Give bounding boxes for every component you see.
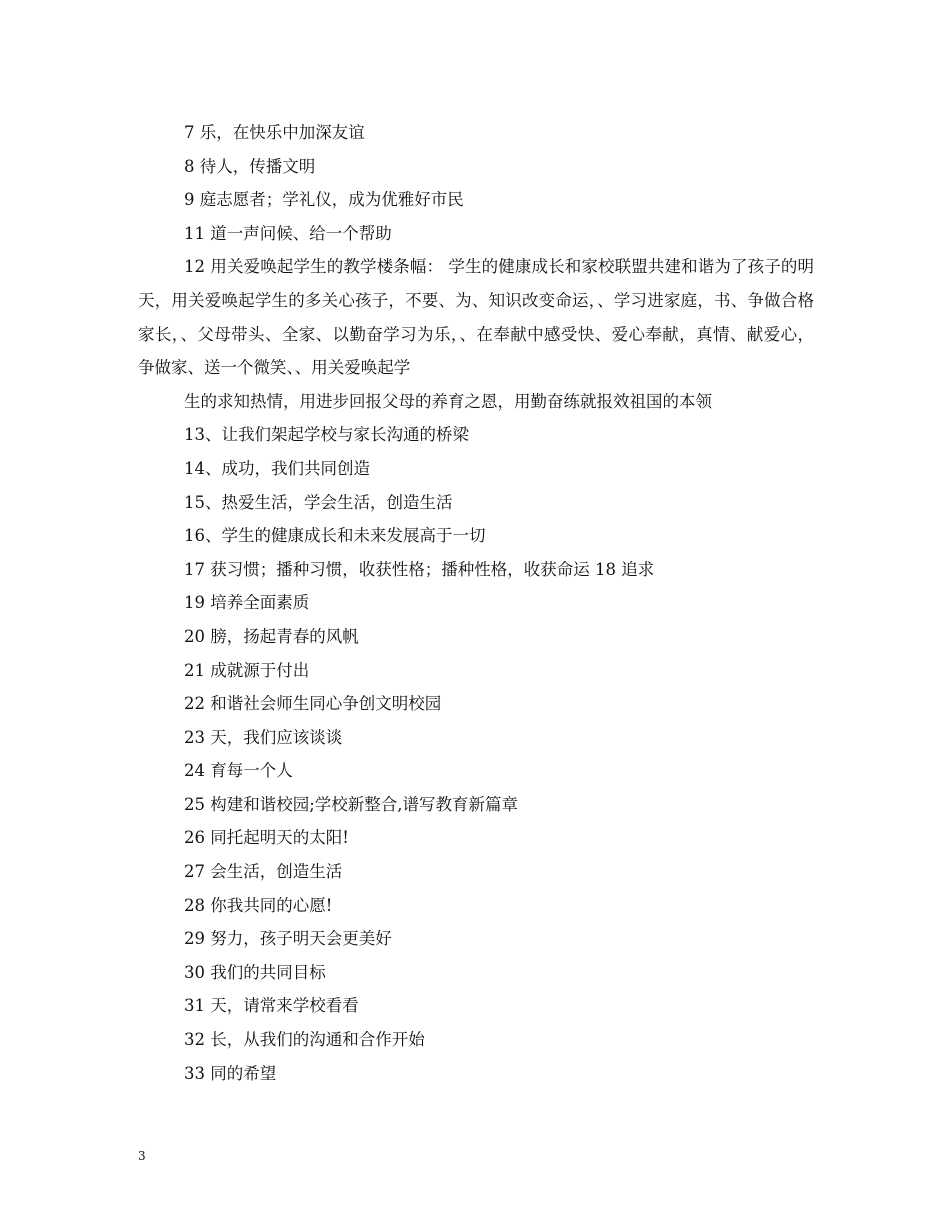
text-line: 7 乐，在快乐中加深友谊 xyxy=(184,123,365,142)
text-line: 20 膀，扬起青春的风帆 xyxy=(184,626,359,646)
text-line: 30 我们的共同目标 xyxy=(184,962,326,982)
text-line: 13、让我们架起学校与家长沟通的桥梁 xyxy=(184,425,469,445)
document-body xyxy=(138,116,814,1090)
text-line: 15、热爱生活，学会生活，创造生活 xyxy=(184,492,453,512)
text-line: 31 天，请常来学校看看 xyxy=(184,996,359,1016)
text-line: 生的求知热情，用进步回报父母的养育之恩，用勤奋练就报效祖国的本领 xyxy=(184,391,712,411)
text-line: 33 同的希望 xyxy=(184,1063,277,1083)
text-line: 8 待人，传播文明 xyxy=(184,156,316,176)
text-line: 21 成就源于付出 xyxy=(184,660,310,680)
text-line: 24 育每一个人 xyxy=(184,761,293,781)
text-paragraph: 12 用关爱唤起学生的教学楼条幅： 学生的健康成长和家校联盟共建和谐为了孩子的明天，用关爱唤起学生的多关心孩子，不要、为、知识改变命运，、学习进家庭，书、争做合格家长，、父母带头、全家、以勤奋学习为乐，、在奉献中感受快、爱心奉献，真情、献爱心，争做家、送一个微笑、、用关爱唤起学 xyxy=(138,257,814,378)
text-line: 32 长，从我们的沟通和合作开始 xyxy=(184,1030,425,1050)
text-line: 19 培养全面素质 xyxy=(184,593,310,613)
text-line: 16、学生的健康成长和未来发展高于一切 xyxy=(184,526,486,546)
text-line: 25 构建和谐校园;学校新整合,谱写教育新篇章 xyxy=(184,794,519,814)
text-line: 22 和谐社会师生同心争创文明校园 xyxy=(184,694,442,714)
text-line: 9 庭志愿者；学礼仪，成为优雅好市民 xyxy=(184,190,464,210)
text-line: 27 会生活，创造生活 xyxy=(184,862,343,882)
page-number: 3 xyxy=(138,1149,146,1163)
text-line: 17 获习惯；播种习惯，收获性格；播种性格，收获命运 18 追求 xyxy=(184,559,655,579)
text-line: 14、成功，我们共同创造 xyxy=(184,458,370,478)
text-line: 11 道一声问候、给一个帮助 xyxy=(184,223,392,243)
text-line: 29 努力，孩子明天会更美好 xyxy=(184,929,392,949)
text-line: 23 天，我们应该谈谈 xyxy=(184,727,343,747)
text-line: 26 同托起明天的太阳! xyxy=(184,828,349,848)
text-line: 28 你我共同的心愿! xyxy=(184,895,333,915)
